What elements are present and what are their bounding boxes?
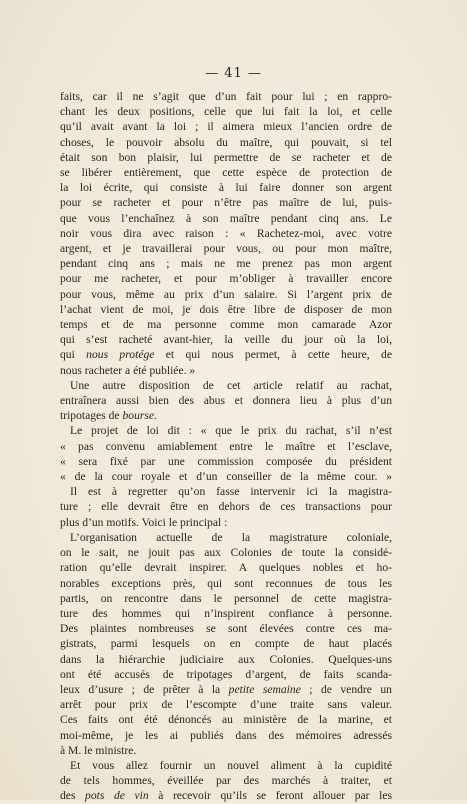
text-line: choses, le pouvoir absolu du maître, qui pouvait, si tel [60, 135, 392, 149]
body-text [60, 89, 392, 804]
text-line: « pas convenu amiablement entre le maître et l’esclave, [60, 439, 392, 453]
text-segment: tripotages de [60, 409, 123, 423]
text-line: pour se racheter et pour n’être pas maître de lui, puis- [60, 196, 392, 210]
text-line: qui s’est racheté avant-hier, la veille du jour où la loi, [60, 333, 392, 347]
text-line: que vous l’enchaînez à son maître pendant cinq ans. Le [60, 211, 392, 225]
text-line: se libérer entièrement, que cette espèce de protection de [60, 166, 392, 180]
text-line: ration qu’elle devrait inspirer. A quelques nobles et ho- [60, 561, 392, 575]
italic-text: bourse [122, 409, 155, 423]
text-line: qu’il avait avant la loi ; il aimera mieux l’ancien ordre de [60, 120, 392, 134]
text-line: temps et de ma personne comme mon camarade Azor [60, 318, 392, 332]
italic-text: pots de vin [85, 789, 149, 803]
text-line: moi-même, je les ai publiés dans des mémoires adressés [60, 728, 392, 742]
text-line: Le projet de loi dit : « que le prix du rachat, s’il n’est [70, 424, 392, 438]
text-line: « de la cour royale et d’un conseiller de la même cour. » [60, 470, 392, 484]
text-line: ture ; elle devrait être en dehors de ces transactions pour [60, 500, 392, 514]
text-line: L’organisation actuelle de la magistrature coloniale, [70, 530, 392, 544]
text-line: la loi écrite, qui consiste à lui faire donner son argent [60, 181, 392, 195]
text-line: pour vous, même au prix d’un salaire. Si l’argent prix de [60, 287, 392, 301]
italic-text: nous protége [86, 348, 155, 362]
text-line: ture des hommes qui n’inspirent confiance à personne. [60, 606, 392, 620]
text-line [60, 788, 392, 803]
text-line: faits, car il ne s’agit que d’un fait pour lui ; en rappro- [60, 90, 392, 103]
text-segment: qui [60, 348, 87, 362]
text-line: était son bon plaisir, lui permettre de se racheter et de [60, 150, 392, 164]
text-line: partis, on rencontre dans le personnel de cette magistra- [60, 591, 392, 605]
text-line [60, 682, 392, 697]
text-line: Ces faits ont été dénoncés au ministère de la marine, et [60, 713, 392, 727]
text-line: Il est à regretter qu’on fasse intervenir ici la magistra- [70, 485, 392, 499]
text-line: ont été accusés de tripotages d’argent, de faits scanda- [60, 667, 392, 681]
text-line: de tels hommes, éveillée par des marchés à traiter, et [60, 774, 392, 788]
text-segment: et qui nous permet, à cette heure, de [154, 348, 392, 362]
italic-text: petite semaine [228, 682, 301, 696]
text-segment: . [154, 409, 157, 423]
text-line: argent, et je travaillerai pour vous, ou pour mon maître, [60, 242, 392, 256]
text-line: plus d’un motifs. Voici le principal : [60, 515, 228, 529]
text-line: « sera fixé par une commission composée du président [60, 454, 392, 468]
page-number: — 41 — [205, 66, 262, 81]
text-line: norables exceptions près, qui sont reconnues de tous les [60, 576, 392, 590]
text-segment: à recevoir qu’ils se feront allouer par les [148, 789, 392, 803]
text-line: Une autre disposition de cet article relatif au rachat, [70, 378, 392, 392]
text-line: nous racheter a été publiée. » [60, 363, 196, 377]
text-segment: leux d’usure ; de prêter à la [60, 682, 229, 696]
text-line: on le sait, ne jouit pas aux Colonies de toute la considé- [60, 546, 392, 560]
text-line: entraînera aussi bien des abus et donnera lieu à plus d’un [60, 394, 392, 408]
text-line [60, 347, 392, 362]
text-line: Et vous allez fournir un nouvel aliment à la cupidité [70, 758, 392, 772]
text-line: dans la hiérarchie judiciaire aux Colonies. Quelques-uns [60, 652, 392, 666]
text-line: l’achat vient de moi, je dois être libre de disposer de mon [60, 302, 392, 316]
text-line: noir vous dira avec raison : « Rachetez-moi, avec votre [60, 226, 392, 240]
text-line: pour me racheter, et pour m’obliger à travailler encore [60, 272, 392, 286]
text-segment: des [60, 789, 86, 803]
text-line: pendant cinq ans ; mais ne me prenez pas mon argent [60, 257, 392, 271]
text-line: Des plaintes nombreuses se sont élevées contre ces ma- [60, 622, 392, 636]
text-line: à M. le ministre. [60, 743, 137, 757]
text-line: gistrats, parmi lesquels on en compte de haut placés [60, 637, 392, 651]
text-line [60, 408, 392, 423]
text-segment: ; de vendre un [300, 682, 392, 696]
text-line: chant les deux positions, celle que lui fait la loi, et celle [60, 105, 392, 119]
text-line: arrêt pour prix de l’escompte d’une traite sans valeur. [60, 698, 392, 712]
